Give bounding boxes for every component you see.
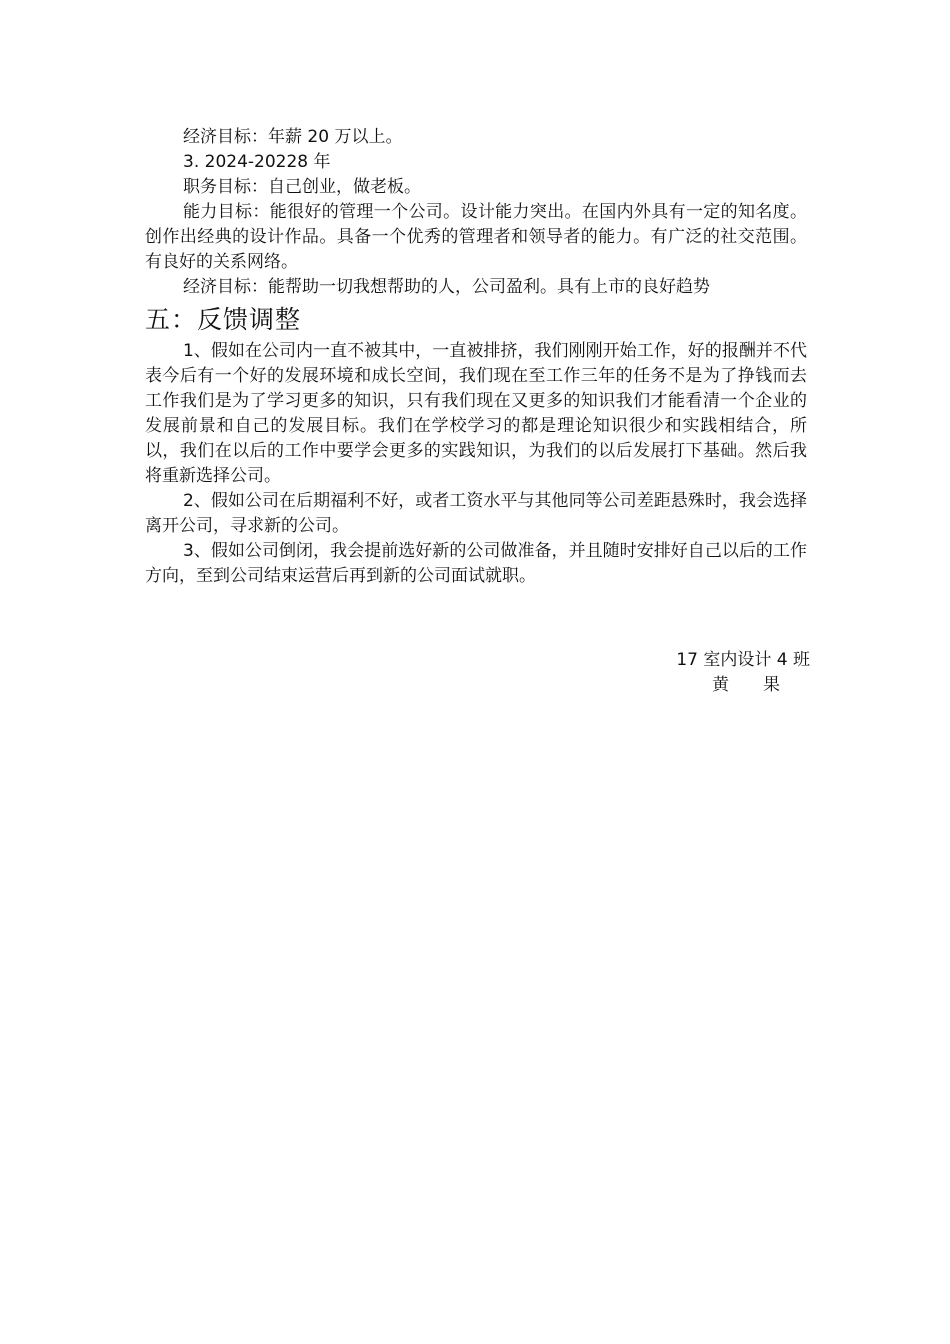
document-body: [145, 125, 807, 589]
ability-goal-paragraph: 能力目标：能很好的管理一个公司。设计能力突出。在国内外具有一定的知名度。创作出经典的设计作品。具备一个优秀的管理者和领导者的能力。有广泛的社交范围。有良好的关系网络。: [145, 202, 807, 272]
feedback-item-1: 1、假如在公司内一直不被其中，一直被排挤，我们刚刚开始工作，好的报酬并不代表今后有一个好的发展环境和成长空间，我们现在至工作三年的任务不是为了挣钱而去工作我们是为了学习更多的知识，只有我们现在又更多的知识我们才能看清一个企业的发展前景和自己的发展目标。我们在学校学习的都是理论知识很少和实践相结合，所以，我们在以后的工作中要学会更多的实践知识，为我们的以后发展打下基础。然后我将重新选择公司。: [145, 341, 807, 486]
feedback-item-2: 2、假如公司在后期福利不好，或者工资水平与其他同等公司差距悬殊时，我会选择离开公司，寻求新的公司。: [145, 491, 807, 536]
author-name: 黄 果: [712, 675, 780, 695]
period-heading: 3. 2024-20228 年: [183, 152, 331, 172]
position-goal-paragraph: 职务目标：自己创业，做老板。: [183, 177, 421, 197]
feedback-item-3: 3、假如公司倒闭，我会提前选好新的公司做准备，并且随时安排好自己以后的工作方向，至到公司结束运营后再到新的公司面试就职。: [145, 541, 807, 586]
class-name: 17 室内设计 4 班: [676, 650, 810, 670]
economic-goal-paragraph-2: 经济目标：能帮助一切我想帮助的人，公司盈利。具有上市的良好趋势: [183, 277, 710, 297]
section-heading: 五：反馈调整: [145, 305, 302, 334]
signature-block: [620, 648, 810, 698]
economic-goal-paragraph: 经济目标：年薪 20 万以上。: [183, 127, 403, 147]
